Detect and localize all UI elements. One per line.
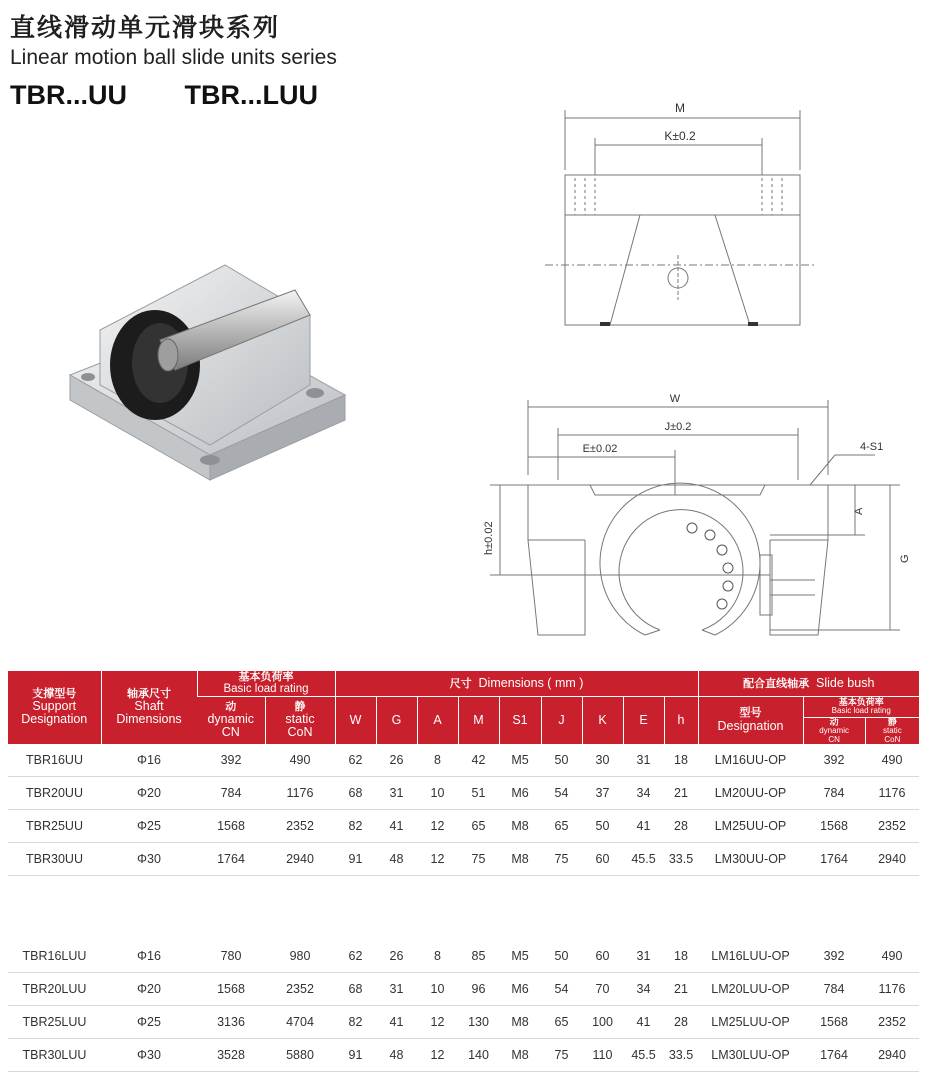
table-cell: 1176	[865, 777, 919, 810]
table-cell: 2352	[265, 810, 335, 843]
table-cell: 30	[582, 744, 623, 777]
header-dynamic: 动 dynamic CN	[197, 697, 265, 745]
table-body-uu	[8, 744, 919, 876]
table-cell: 28	[664, 810, 698, 843]
table-cell: Φ25	[101, 1006, 197, 1039]
table-cell: 26	[376, 940, 417, 973]
header-slide-bush: 配合直线轴承 Slide bush	[698, 671, 919, 697]
label-m: M	[675, 101, 685, 115]
table-cell: 62	[335, 940, 376, 973]
table-cell: M6	[499, 973, 541, 1006]
table-row	[8, 810, 919, 843]
side-view-drawing	[470, 385, 940, 645]
table-cell: 110	[582, 1039, 623, 1072]
header-dim-e: E	[623, 697, 664, 745]
model-luu: TBR...LUU	[184, 80, 318, 110]
table-cell: 784	[197, 777, 265, 810]
table-cell: Φ16	[101, 744, 197, 777]
table-cell: Φ20	[101, 973, 197, 1006]
product-photo	[60, 245, 360, 495]
table-cell: LM30UU-OP	[698, 843, 803, 876]
label-e: E±0.02	[582, 443, 618, 455]
title-english: Linear motion ball slide units series	[10, 46, 337, 69]
table-cell: M5	[499, 744, 541, 777]
table-cell: 41	[623, 810, 664, 843]
table-cell: 42	[458, 744, 499, 777]
table-cell: 70	[582, 973, 623, 1006]
table-cell: 41	[623, 1006, 664, 1039]
table-cell: 50	[541, 940, 582, 973]
header-dim-g: G	[376, 697, 417, 745]
table-row	[8, 973, 919, 1006]
table-cell: 1764	[803, 843, 865, 876]
table-cell: 51	[458, 777, 499, 810]
table-cell: 31	[623, 744, 664, 777]
table-cell: 130	[458, 1006, 499, 1039]
label-w: W	[669, 393, 681, 405]
table-cell: 2940	[865, 843, 919, 876]
table-cell: 60	[582, 843, 623, 876]
label-g: G	[899, 554, 911, 563]
table-cell: 3528	[197, 1039, 265, 1072]
table-row	[8, 940, 919, 973]
table-row	[8, 1006, 919, 1039]
table-cell: 1568	[197, 810, 265, 843]
table-cell: LM16UU-OP	[698, 744, 803, 777]
table-cell: TBR30UU	[8, 843, 101, 876]
table-cell: 60	[582, 940, 623, 973]
table-cell: 8	[417, 940, 458, 973]
table-cell: 12	[417, 843, 458, 876]
table-cell: 2940	[865, 1039, 919, 1072]
table-cell: LM25UU-OP	[698, 810, 803, 843]
label-j: J±0.2	[664, 421, 692, 433]
table-cell: 50	[582, 810, 623, 843]
table-cell: Φ25	[101, 810, 197, 843]
header-support: 支撑型号 Support Designation	[8, 671, 101, 745]
table-cell: M8	[499, 843, 541, 876]
table-cell: 784	[803, 973, 865, 1006]
table-cell: LM16LUU-OP	[698, 940, 803, 973]
table-cell: 8	[417, 744, 458, 777]
table-cell: LM20UU-OP	[698, 777, 803, 810]
header-load-rating: 基本负荷率 Basic load rating	[197, 671, 335, 697]
table-cell: 490	[865, 744, 919, 777]
table-cell: 41	[376, 1006, 417, 1039]
table-cell: 1568	[197, 973, 265, 1006]
header-dim-h: h	[664, 697, 698, 745]
table-cell: 96	[458, 973, 499, 1006]
table-cell: 33.5	[664, 843, 698, 876]
table-row	[8, 744, 919, 777]
table-cell: 45.5	[623, 843, 664, 876]
table-cell: 85	[458, 940, 499, 973]
table-cell: 1568	[803, 1006, 865, 1039]
table-cell: 75	[458, 843, 499, 876]
header-bush-load: 基本负荷率 Basic load rating 动 dynamic CN 静 static CoN	[803, 697, 919, 745]
table-cell: Φ30	[101, 1039, 197, 1072]
table-row	[8, 777, 919, 810]
table-cell: 33.5	[664, 1039, 698, 1072]
table-cell: 75	[541, 843, 582, 876]
header-dim-m: M	[458, 697, 499, 745]
spec-table-luu	[8, 940, 919, 1072]
header-static: 静 static CoN	[265, 697, 335, 745]
table-cell: LM20LUU-OP	[698, 973, 803, 1006]
table-cell: 12	[417, 1039, 458, 1072]
label-s1: 4-S1	[860, 441, 884, 453]
table-cell: Φ30	[101, 843, 197, 876]
model-uu: TBR...UU	[10, 80, 127, 110]
table-cell: 62	[335, 744, 376, 777]
table-cell: 18	[664, 940, 698, 973]
table-cell: 82	[335, 1006, 376, 1039]
header-dim-j: J	[541, 697, 582, 745]
header-bush-model: 型号 Designation	[698, 697, 803, 745]
table-cell: 392	[803, 940, 865, 973]
table-cell: 31	[376, 777, 417, 810]
front-view-drawing	[530, 90, 820, 340]
table-cell: 1764	[803, 1039, 865, 1072]
label-k: K±0.2	[664, 129, 696, 143]
table-cell: 392	[197, 744, 265, 777]
table-cell: M5	[499, 940, 541, 973]
table-cell: 4704	[265, 1006, 335, 1039]
table-cell: 980	[265, 940, 335, 973]
table-cell: 12	[417, 810, 458, 843]
table-cell: M8	[499, 1006, 541, 1039]
table-cell: 54	[541, 777, 582, 810]
table-cell: 68	[335, 777, 376, 810]
table-cell: TBR16UU	[8, 744, 101, 777]
table-cell: 490	[865, 940, 919, 973]
table-cell: 75	[541, 1039, 582, 1072]
table-cell: 10	[417, 973, 458, 1006]
header-shaft: 轴承尺寸 Shaft Dimensions	[101, 671, 197, 745]
table-cell: 1764	[197, 843, 265, 876]
table-cell: Φ16	[101, 940, 197, 973]
table-cell: M8	[499, 1039, 541, 1072]
table-cell: 780	[197, 940, 265, 973]
table-cell: TBR30LUU	[8, 1039, 101, 1072]
table-cell: 31	[376, 973, 417, 1006]
table-cell: 34	[623, 777, 664, 810]
table-cell: 140	[458, 1039, 499, 1072]
table-cell: 21	[664, 777, 698, 810]
table-cell: 34	[623, 973, 664, 1006]
table-cell: 65	[458, 810, 499, 843]
model-names	[10, 80, 368, 111]
header-dim-s1: S1	[499, 697, 541, 745]
table-cell: 2940	[265, 843, 335, 876]
table-cell: 784	[803, 777, 865, 810]
table-cell: 37	[582, 777, 623, 810]
table-cell: 392	[803, 744, 865, 777]
title-chinese: 直线滑动单元滑块系列	[10, 13, 281, 42]
table-cell: 65	[541, 810, 582, 843]
table-cell: LM25LUU-OP	[698, 1006, 803, 1039]
table-cell: 21	[664, 973, 698, 1006]
header-dim-k: K	[582, 697, 623, 745]
table-cell: 3136	[197, 1006, 265, 1039]
table-cell: TBR25LUU	[8, 1006, 101, 1039]
spec-table-uu	[8, 670, 919, 876]
table-cell: 5880	[265, 1039, 335, 1072]
table-cell: 1176	[865, 973, 919, 1006]
table-cell: 50	[541, 744, 582, 777]
table-cell: 31	[623, 940, 664, 973]
label-h: h±0.02	[483, 521, 495, 555]
table-cell: 1568	[803, 810, 865, 843]
table-cell: 48	[376, 843, 417, 876]
table-cell: 2352	[865, 810, 919, 843]
table-cell: 82	[335, 810, 376, 843]
table-row	[8, 1039, 919, 1072]
table-cell: 54	[541, 973, 582, 1006]
table-body-luu	[8, 940, 919, 1072]
table-cell: 65	[541, 1006, 582, 1039]
table-cell: LM30LUU-OP	[698, 1039, 803, 1072]
table-cell: 100	[582, 1006, 623, 1039]
table-cell: 68	[335, 973, 376, 1006]
table-cell: 1176	[265, 777, 335, 810]
table-cell: TBR16LUU	[8, 940, 101, 973]
table-cell: M6	[499, 777, 541, 810]
table-cell: 2352	[865, 1006, 919, 1039]
table-cell: 91	[335, 843, 376, 876]
table-cell: 91	[335, 1039, 376, 1072]
table-cell: 2352	[265, 973, 335, 1006]
table-cell: TBR20UU	[8, 777, 101, 810]
table-cell: TBR20LUU	[8, 973, 101, 1006]
header-dimensions: 尺寸 Dimensions ( mm )	[335, 671, 698, 697]
table-cell: Φ20	[101, 777, 197, 810]
table-cell: 45.5	[623, 1039, 664, 1072]
table-cell: 18	[664, 744, 698, 777]
table-cell: M8	[499, 810, 541, 843]
table-cell: 26	[376, 744, 417, 777]
header-dim-w: W	[335, 697, 376, 745]
table-cell: TBR25UU	[8, 810, 101, 843]
table-cell: 490	[265, 744, 335, 777]
table-cell: 12	[417, 1006, 458, 1039]
label-a: A	[853, 507, 865, 515]
table-row	[8, 843, 919, 876]
table-cell: 10	[417, 777, 458, 810]
table-cell: 41	[376, 810, 417, 843]
table-cell: 48	[376, 1039, 417, 1072]
table-cell: 28	[664, 1006, 698, 1039]
header-dim-a: A	[417, 697, 458, 745]
